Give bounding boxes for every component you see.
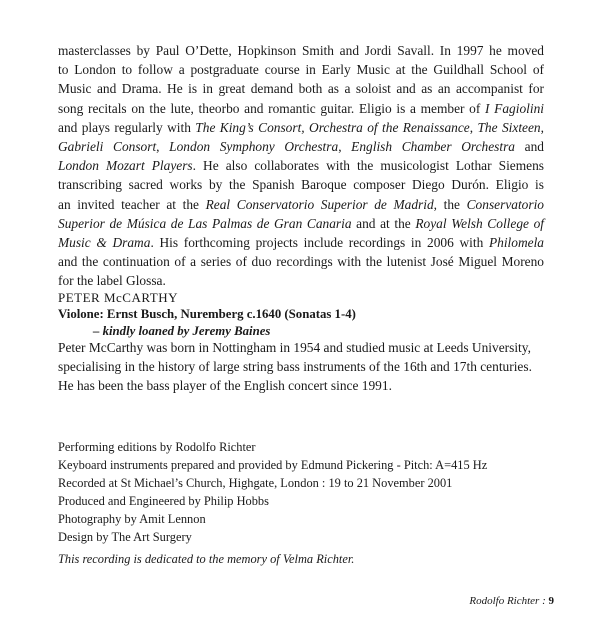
bio-text: to London to follow a postgraduate course in Early Music at the Guildhall School of xyxy=(58,62,544,78)
italic-title: I Fagiolini xyxy=(485,100,545,116)
bio-line xyxy=(58,156,544,175)
bio-line xyxy=(58,195,544,214)
bio-text: , the xyxy=(433,196,467,212)
italic-title: London Symphony Orchestra xyxy=(169,139,339,155)
credit-item: Produced and Engineered by Philip Hobbs xyxy=(58,494,269,508)
italic-title: The King’s Consort, Orchestra of the Renaissance xyxy=(195,119,470,135)
page-number: 9 xyxy=(548,595,554,607)
italic-title: Philomela xyxy=(488,235,544,251)
credit-item: Photography by Amit Lennon xyxy=(58,512,206,526)
biography-peter-mccarthy xyxy=(58,338,544,396)
bio-line xyxy=(58,214,544,233)
italic-title: Real Conservatorio Superior de Madrid xyxy=(205,196,434,212)
bio-text: an invited teacher at the xyxy=(58,196,206,212)
italic-title: The Sixteen xyxy=(477,119,541,135)
italic-title: Royal Welsh College of xyxy=(415,215,544,231)
bio-line xyxy=(58,60,544,79)
bio-text: Music and Drama. He is in great demand both as a soloist and as an accompanist for xyxy=(58,81,544,97)
credit-item: Keyboard instruments prepared and provided by Edmund Pickering - Pitch: A=415 Hz xyxy=(58,458,488,472)
italic-title: Gabrieli Consort xyxy=(58,139,157,155)
bio-line xyxy=(58,41,544,60)
italic-title: London Mozart Players xyxy=(58,158,193,174)
bio-text: and plays regularly with xyxy=(58,119,196,135)
italic-title: Music & Drama xyxy=(58,235,151,251)
dedication: This recording is dedicated to the memory of Velma Richter. xyxy=(58,552,355,566)
bio-text: for the label Glossa. xyxy=(58,273,166,289)
italic-title: Conservatorio xyxy=(466,196,544,212)
italic-title: Superior de Música de Las Palmas de Gran Canaria xyxy=(58,215,352,231)
bio-line xyxy=(58,271,544,290)
bio-line xyxy=(58,118,544,137)
credit-item: Performing editions by Rodolfo Richter xyxy=(58,440,256,454)
bio-text: masterclasses by Paul O’Dette, Hopkinson Smith and Jordi Savall. In 1997 he moved xyxy=(58,43,544,58)
biography-eligio xyxy=(58,41,544,291)
bio-text: . His forthcoming projects include recordings in 2006 with xyxy=(150,235,489,251)
bio-line: specialising in the history of large string bass instruments of the 16th and 17th centuries. xyxy=(58,359,532,375)
bio-line xyxy=(58,79,544,98)
bio-text: and the continuation of a series of duo recordings with the lutenist José Miguel Moreno xyxy=(58,254,544,270)
credit-item: Design by The Art Surgery xyxy=(58,530,192,544)
bio-line: He has been the bass player of the English concert since 1991. xyxy=(58,378,392,394)
bio-text: transcribing sacred works by the Spanish Baroque composer Diego Durón. Eligio is xyxy=(58,177,544,193)
page-footer xyxy=(469,595,554,607)
italic-title: English Chamber Orchestra xyxy=(351,139,516,155)
footer-name: Rodolfo Richter : xyxy=(469,595,546,607)
bio-line xyxy=(58,99,544,118)
bio-text: , xyxy=(156,139,170,155)
bio-line xyxy=(58,252,544,271)
bio-line: Peter McCarthy was born in Nottingham in 1954 and studied music at Leeds University, xyxy=(58,340,531,355)
bio-text: song recitals on the lute, theorbo and romantic guitar. Eligio is a member of xyxy=(58,100,486,116)
bio-text: and at the xyxy=(351,215,416,231)
bio-text: , xyxy=(469,119,478,135)
loan-credit: – kindly loaned by Jeremy Baines xyxy=(93,324,271,338)
bio-line xyxy=(58,175,544,194)
bio-text: , xyxy=(540,119,544,135)
bio-line xyxy=(58,233,544,252)
bio-text: and xyxy=(515,139,544,155)
instrument-line: Violone: Ernst Busch, Nuremberg c.1640 (Sonatas 1-4) xyxy=(58,307,356,321)
bio-text: , xyxy=(338,139,352,155)
bio-line xyxy=(58,137,544,156)
section-heading-peter-mccarthy: PETER McCARTHY xyxy=(58,290,178,305)
production-credits xyxy=(58,438,548,546)
credit-item: Recorded at St Michael’s Church, Highgate, London : 19 to 21 November 2001 xyxy=(58,476,453,490)
bio-text: . He also collaborates with the musicologist Lothar Siemens xyxy=(192,158,544,174)
